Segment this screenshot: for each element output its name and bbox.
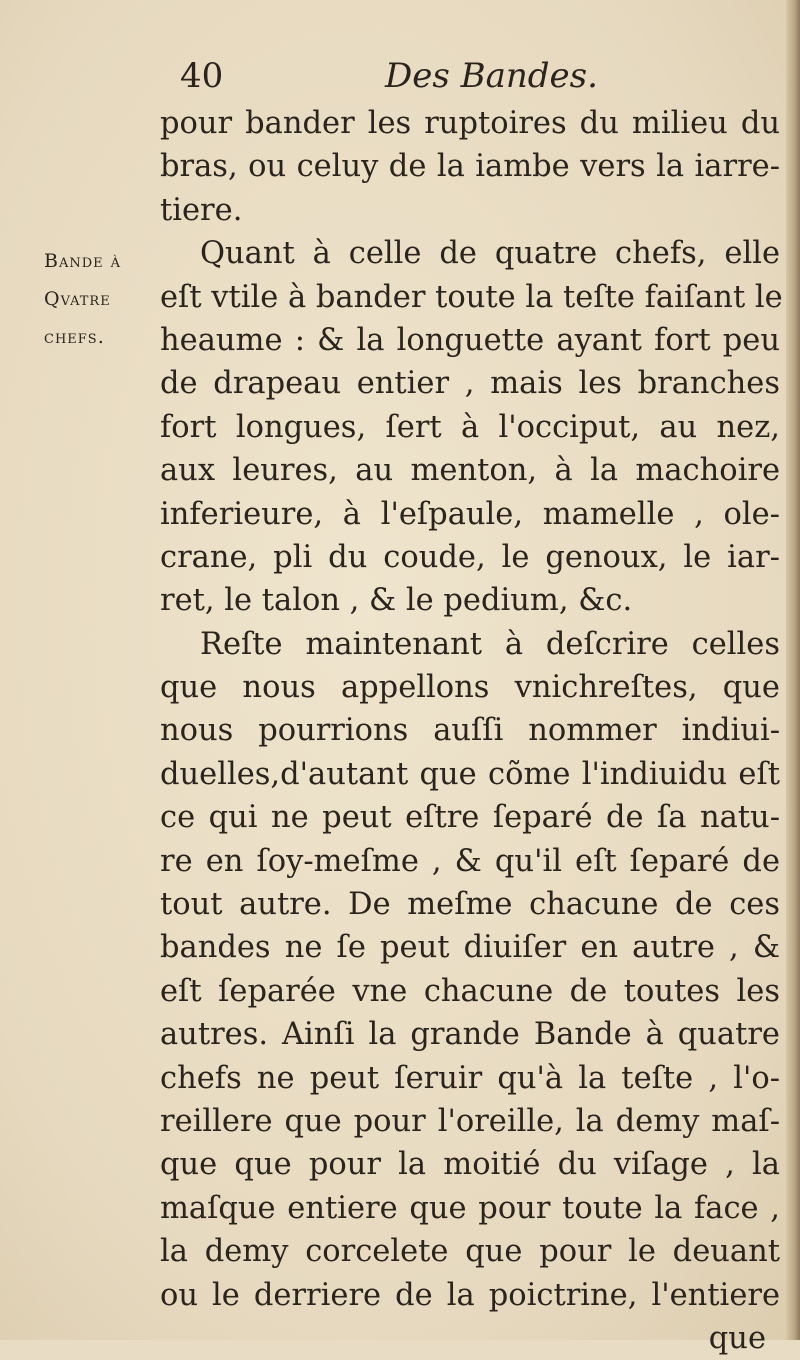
text-line: chefs ne peut ſeruir qu'à la teſte , l'o- bbox=[160, 1060, 780, 1096]
text-line: ou le derriere de la poictrine, l'entiere bbox=[160, 1277, 780, 1313]
running-title: Des Bandes. bbox=[385, 56, 598, 96]
text-line: Quant à celle de quatre chefs, elle bbox=[200, 236, 780, 272]
page-edge bbox=[786, 0, 800, 1340]
text-line: aux leures, au menton, à la machoire bbox=[160, 453, 780, 489]
text-line: tout autre. De meſme chacune de ces bbox=[160, 887, 780, 923]
text-line: autres. Ainſi la grande Bande à quatre bbox=[160, 1017, 780, 1053]
text-line: ce qui ne peut eſtre ſeparé de ſa natu- bbox=[160, 800, 780, 836]
margin-note bbox=[44, 242, 156, 356]
text-line: heaume : & la longuette ayant fort peu bbox=[160, 322, 780, 358]
text-line: eſt ſeparée vne chacune de toutes les bbox=[160, 973, 780, 1009]
text-line: ret, le talon , & le pedium, &c. bbox=[160, 583, 633, 619]
text-line: Reſte maintenant à deſcrire celles bbox=[200, 626, 780, 662]
text-line: bras, ou celuy de la iambe vers la iarre- bbox=[160, 149, 780, 185]
text-line: la demy corcelete que pour le deuant bbox=[160, 1234, 780, 1270]
text-line: que nous appellons vnichreſtes, que bbox=[160, 670, 780, 706]
text-line: bandes ne ſe peut diuiſer en autre , & bbox=[160, 930, 780, 966]
text-line: crane, pli du coude, le genoux, le iar- bbox=[160, 539, 780, 575]
catchword: que bbox=[708, 1320, 766, 1356]
running-header bbox=[180, 56, 740, 100]
margin-note-line: Bande à bbox=[44, 250, 122, 272]
margin-note-line: Qvatre bbox=[44, 288, 111, 310]
text-line: tiere. bbox=[160, 192, 243, 228]
text-line: duelles,d'autant que cõme l'indiuidu eſt bbox=[160, 756, 780, 792]
text-line: reillere que pour l'oreille, la demy maſ- bbox=[160, 1103, 780, 1139]
text-line: inferieure, à l'eſpaule, mamelle , ole- bbox=[160, 496, 780, 532]
text-line: que que pour la moitié du viſage , la bbox=[160, 1147, 780, 1183]
text-line: de drapeau entier , mais les branches bbox=[160, 366, 780, 402]
text-line: re en ſoy-meſme , & qu'il eſt ſeparé de bbox=[160, 843, 780, 879]
text-line: fort longues, ſert à l'occiput, au nez, bbox=[160, 409, 780, 445]
page-number: 40 bbox=[180, 56, 224, 96]
text-line: pour bander les ruptoires du milieu du bbox=[160, 106, 780, 141]
body-text bbox=[160, 102, 783, 1360]
margin-note-line: chefs. bbox=[44, 326, 105, 348]
text-line: maſque entiere que pour toute la face , bbox=[160, 1190, 780, 1226]
text-line: nous pourrions auſſi nommer indiui- bbox=[160, 713, 780, 749]
text-line: eſt vtile à bander toute la teſte faiſant le bbox=[160, 279, 783, 315]
